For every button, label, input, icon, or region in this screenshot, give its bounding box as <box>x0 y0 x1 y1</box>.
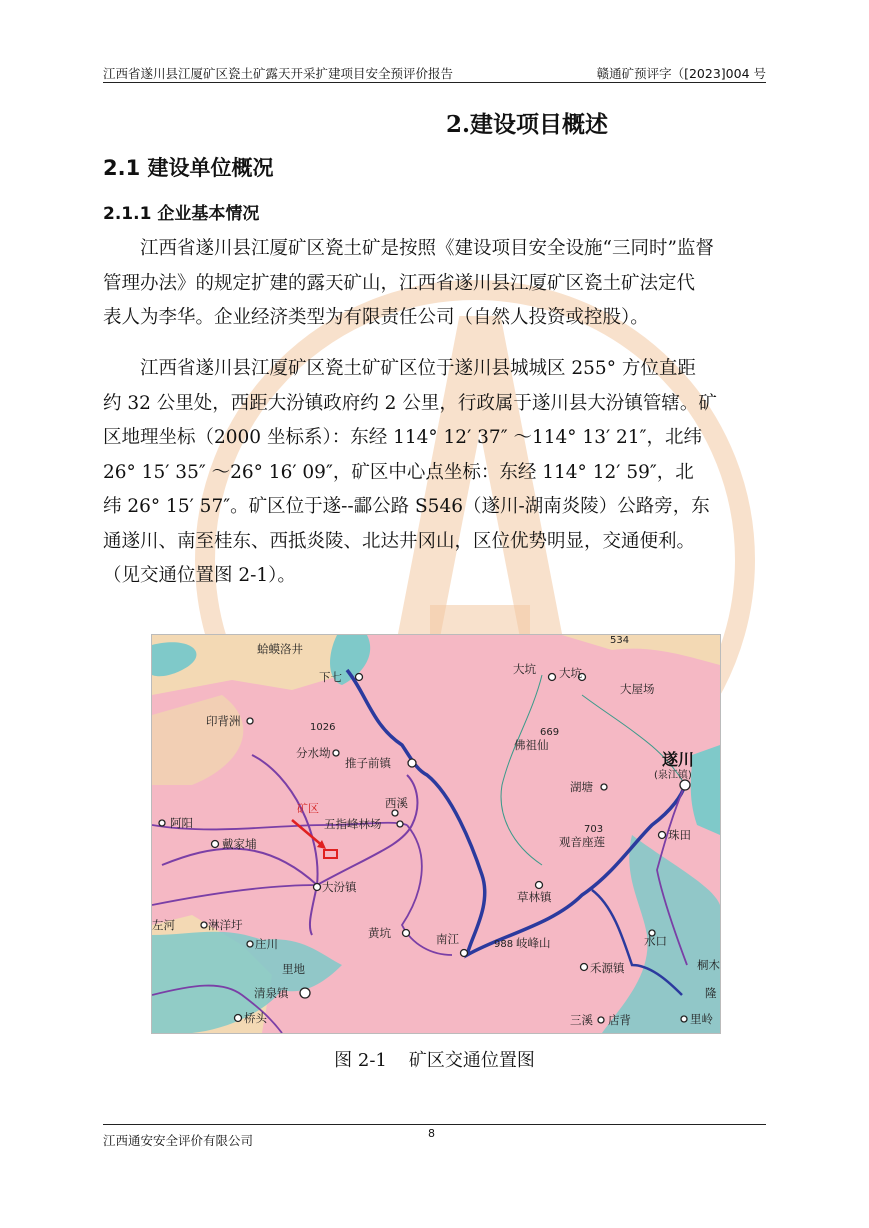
paragraph-line: 江西省遂川县江厦矿区瓷土矿是按照《建设项目安全设施“三同时”监督 <box>103 238 714 259</box>
map-label: 534 <box>610 635 630 646</box>
map-label: 里地 <box>282 962 305 976</box>
map-label: (泉江镇) <box>654 770 692 781</box>
paragraph-line: 区地理坐标（2000 坐标系）：东经 114° 12′ 37″ ～114° 13′ 21″，北纬 <box>103 427 703 448</box>
map-label: 703 <box>584 824 604 835</box>
map-label: 里岭 <box>690 1012 713 1026</box>
paragraph-line: 26° 15′ 35″ ～26° 16′ 09″，矿区中心点坐标：东经 114° 12′ 59″，北 <box>103 461 694 483</box>
map-label: 左河 <box>152 918 175 932</box>
figure-caption <box>0 1046 869 1072</box>
map-label: 珠田 <box>668 828 691 842</box>
subsection-title: 2.1 建设单位概况 <box>103 156 274 180</box>
map-label: 669 <box>540 727 560 738</box>
map-label: 印背洲 <box>206 714 241 728</box>
subsubsection-title: 2.1.1 企业基本情况 <box>103 204 260 224</box>
map-label: 水口 <box>644 934 667 948</box>
header-report-number: 赣通矿预评字（[2023]004 号 <box>596 66 766 81</box>
map-label: 禾源镇 <box>590 961 625 975</box>
paragraph-line: 纬 26° 15′ 57″。矿区位于遂--酃公路 S546（遂川-湖南炎陵）公路旁，东 <box>103 496 710 517</box>
paragraph-line: 通遂川、南至桂东、西抵炎陵、北达井冈山，区位优势明显，交通便利。 <box>103 530 696 552</box>
footer-company: 江西通安安全评价有限公司 <box>103 1133 254 1148</box>
map-label: 戴家埔 <box>222 837 257 851</box>
map-label: 遂川 <box>662 750 695 769</box>
map-label: 大坑 <box>513 662 536 676</box>
map-label: 988 <box>494 939 514 950</box>
map-label: 观音座莲 <box>559 835 605 849</box>
map-label: 1026 <box>310 722 336 733</box>
traffic-location-map <box>151 634 721 1034</box>
map-label: 桥头 <box>244 1011 267 1025</box>
map-label: 店背 <box>608 1013 631 1027</box>
map-label: 岐峰山 <box>516 936 551 950</box>
paragraph-line: 管理办法》的规定扩建的露天矿山，江西省遂川县江厦矿区瓷土矿法定代 <box>103 272 696 294</box>
map-label: 黄坑 <box>368 926 391 940</box>
map-label: 清泉镇 <box>254 986 289 1000</box>
paragraph-location <box>103 352 766 594</box>
map-label: 草林镇 <box>517 890 552 904</box>
map-label: 三溪 <box>570 1013 593 1027</box>
page-header <box>103 62 766 83</box>
map-label: 庄川 <box>255 937 278 951</box>
map-label: 大屋场 <box>620 682 655 696</box>
map-label: 大坑 <box>559 666 582 680</box>
map-label: 淋洋圩 <box>208 918 243 932</box>
header-report-title: 江西省遂川县江厦矿区瓷土矿露天开采扩建项目安全预评价报告 <box>103 66 454 81</box>
map-label: 蛤蟆洛井 <box>257 642 303 656</box>
map-label: 分水坳 <box>296 746 331 760</box>
map-label: 佛祖仙 <box>514 738 549 752</box>
map-label: 下七 <box>319 670 342 684</box>
paragraph-line: 江西省遂川县江厦矿区瓷土矿矿区位于遂川县城城区 255° 方位直距 <box>103 358 696 379</box>
paragraph-intro <box>103 232 766 336</box>
map-label: 湖塘 <box>570 780 593 794</box>
paragraph-line: 约 32 公里处，西距大汾镇政府约 2 公里，行政属于遂川县大汾镇管辖。矿 <box>103 392 717 414</box>
map-label-mine: 矿区 <box>297 802 319 815</box>
paragraph-line: 表人为李华。企业经济类型为有限责任公司（自然人投资或控股）。 <box>103 307 649 328</box>
figure-number: 图 2-1 <box>334 1050 387 1071</box>
page-footer <box>103 1124 766 1149</box>
map-label: 桐木 <box>697 958 720 972</box>
map-label: 南江 <box>436 932 459 946</box>
section-title: 2.建设项目概述 <box>446 111 609 138</box>
map-label: 隆 <box>705 986 717 1000</box>
paragraph-line: （见交通位置图 2-1）。 <box>103 565 296 586</box>
map-label: 推子前镇 <box>345 756 391 770</box>
map-label: 五指峰林场 <box>324 817 382 831</box>
figure-title: 矿区交通位置图 <box>408 1050 535 1071</box>
map-label: 西溪 <box>385 796 408 810</box>
map-label: 阿阳 <box>170 816 193 830</box>
map-label: 大汾镇 <box>322 880 357 894</box>
page-number: 8 <box>428 1127 435 1140</box>
